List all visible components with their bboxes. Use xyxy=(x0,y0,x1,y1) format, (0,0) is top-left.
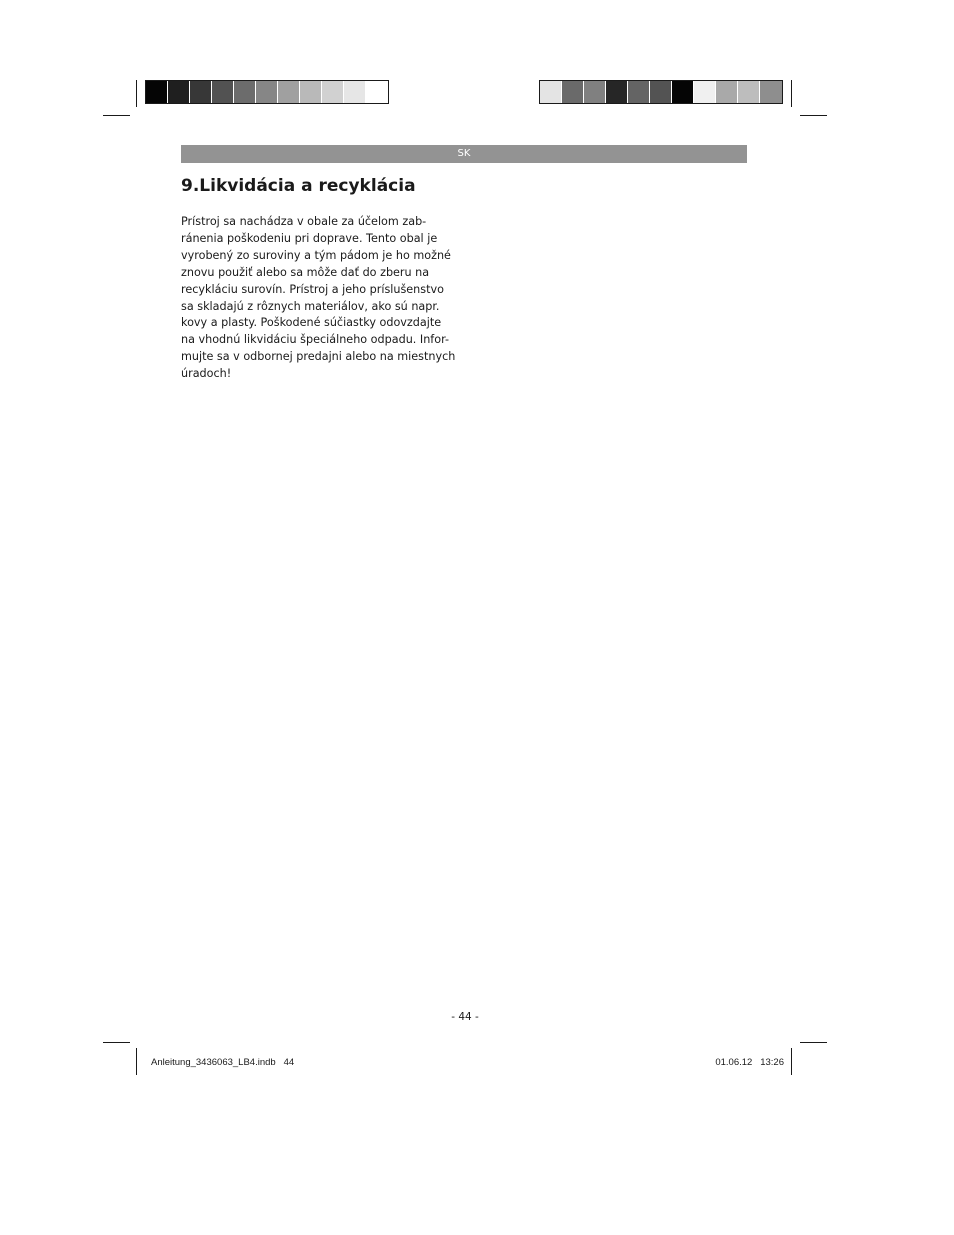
crop-mark-top-left-h xyxy=(103,115,130,116)
body-line: znovu použiť alebo sa môže dať do zberu na xyxy=(181,265,430,279)
crop-mark-bottom-right-h xyxy=(800,1042,827,1043)
crop-mark-bottom-right-v xyxy=(791,1048,792,1075)
crop-mark-top-left-v xyxy=(136,80,137,107)
crop-mark-bottom-left-v xyxy=(136,1048,137,1075)
language-header-bar xyxy=(181,145,747,163)
page-number: - 44 - xyxy=(451,1011,479,1023)
color-swatch xyxy=(650,81,672,103)
color-swatch xyxy=(278,81,300,103)
color-swatch xyxy=(146,81,168,103)
color-swatch xyxy=(738,81,760,103)
crop-mark-bottom-left-h xyxy=(103,1042,130,1043)
color-calibration-bar-right xyxy=(539,80,783,104)
color-swatch xyxy=(716,81,738,103)
print-footer-file: Anleitung_3436063_LB4.indb 44 xyxy=(151,1057,295,1068)
color-swatch xyxy=(584,81,606,103)
color-swatch xyxy=(190,81,212,103)
body-line: na vhodnú likvidáciu špeciálneho odpadu. Infor- xyxy=(181,333,449,347)
color-swatch xyxy=(562,81,584,103)
crop-mark-top-right-v xyxy=(791,80,792,107)
body-line: sa skladajú z rôznych materiálov, ako sú napr. xyxy=(181,299,440,313)
color-swatch xyxy=(322,81,344,103)
language-code: SK xyxy=(457,148,471,159)
body-line: Prístroj sa nachádza v obale za účelom zab- xyxy=(181,215,427,228)
color-swatch xyxy=(344,81,366,103)
color-swatch xyxy=(694,81,716,103)
color-swatch xyxy=(168,81,190,103)
section-title: 9.Likvidácia a recyklácia xyxy=(181,176,416,196)
crop-mark-top-right-h xyxy=(800,115,827,116)
color-swatch xyxy=(300,81,322,103)
body-line: mujte sa v odbornej predajni alebo na miestnych xyxy=(181,350,456,364)
body-line: kovy a plasty. Poškodené súčiastky odovzdajte xyxy=(181,316,442,330)
body-line: recykláciu surovín. Prístroj a jeho príslušenstvo xyxy=(181,282,444,296)
color-swatch xyxy=(606,81,628,103)
section-body xyxy=(181,214,461,383)
print-footer-datetime: 01.06.12 13:26 xyxy=(715,1057,784,1068)
body-line: vyrobený zo suroviny a tým pádom je ho možné xyxy=(181,248,451,262)
color-swatch xyxy=(234,81,256,103)
color-swatch xyxy=(366,81,388,103)
color-swatch xyxy=(212,81,234,103)
body-line: úradoch! xyxy=(181,367,232,381)
body-line: ránenia poškodeniu pri doprave. Tento obal je xyxy=(181,231,438,245)
color-swatch xyxy=(628,81,650,103)
color-calibration-bar-left xyxy=(145,80,389,104)
color-swatch xyxy=(256,81,278,103)
color-swatch xyxy=(672,81,694,103)
color-swatch xyxy=(540,81,562,103)
color-swatch xyxy=(760,81,782,103)
